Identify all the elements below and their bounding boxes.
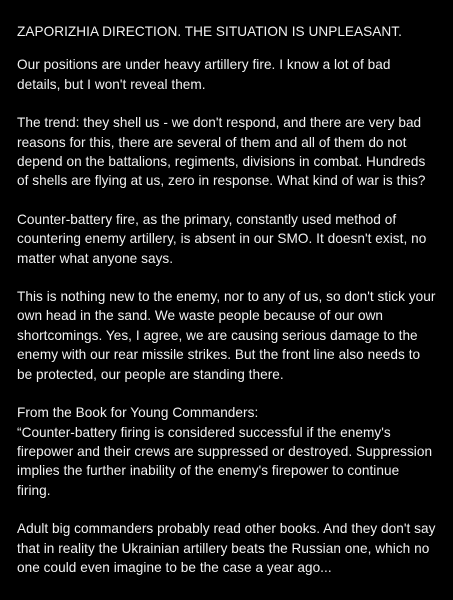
post-paragraph: Our positions are under heavy artillery fire. I know a lot of bad details, but I won't reveal them.: [17, 57, 391, 92]
post-paragraph: This is nothing new to the enemy, nor to any of us, so don't stick your own head in the sand. We waste people because of our own shortcomings. Yes, I agree, we are causing serious damage to the enemy with our rear missile strikes. But the front line also needs to be protected, our people are standing there.: [17, 289, 436, 382]
post-title: ZAPORIZHIA DIRECTION. THE SITUATION IS UNPLEASANT.: [17, 24, 402, 39]
post-paragraph: Adult big commanders probably read other books. And they don't say that in reality the Ukrainian artillery beats the Russian one, which no one could even imagine to be the case a year ago...: [17, 521, 436, 575]
post-paragraph: The trend: they shell us - we don't respond, and there are very bad reasons for this, there are several of them and all of them do not depend on the battalions, regiments, divisions in combat. Hundreds of shells are flying at us, zero in response. What kind of war is this?: [17, 115, 426, 189]
post-paragraph: Counter-battery fire, as the primary, constantly used method of countering enemy artillery, is absent in our SMO. It doesn't exist, no matter what anyone says.: [17, 211, 427, 266]
post-paragraph-quote: From the Book for Young Commanders: “Counter-battery firing is considered successful if the enemy's firepower and their crews are suppressed or destroyed. Suppression implies the further inability of the enemy's firepower to continue firing.: [17, 405, 433, 498]
